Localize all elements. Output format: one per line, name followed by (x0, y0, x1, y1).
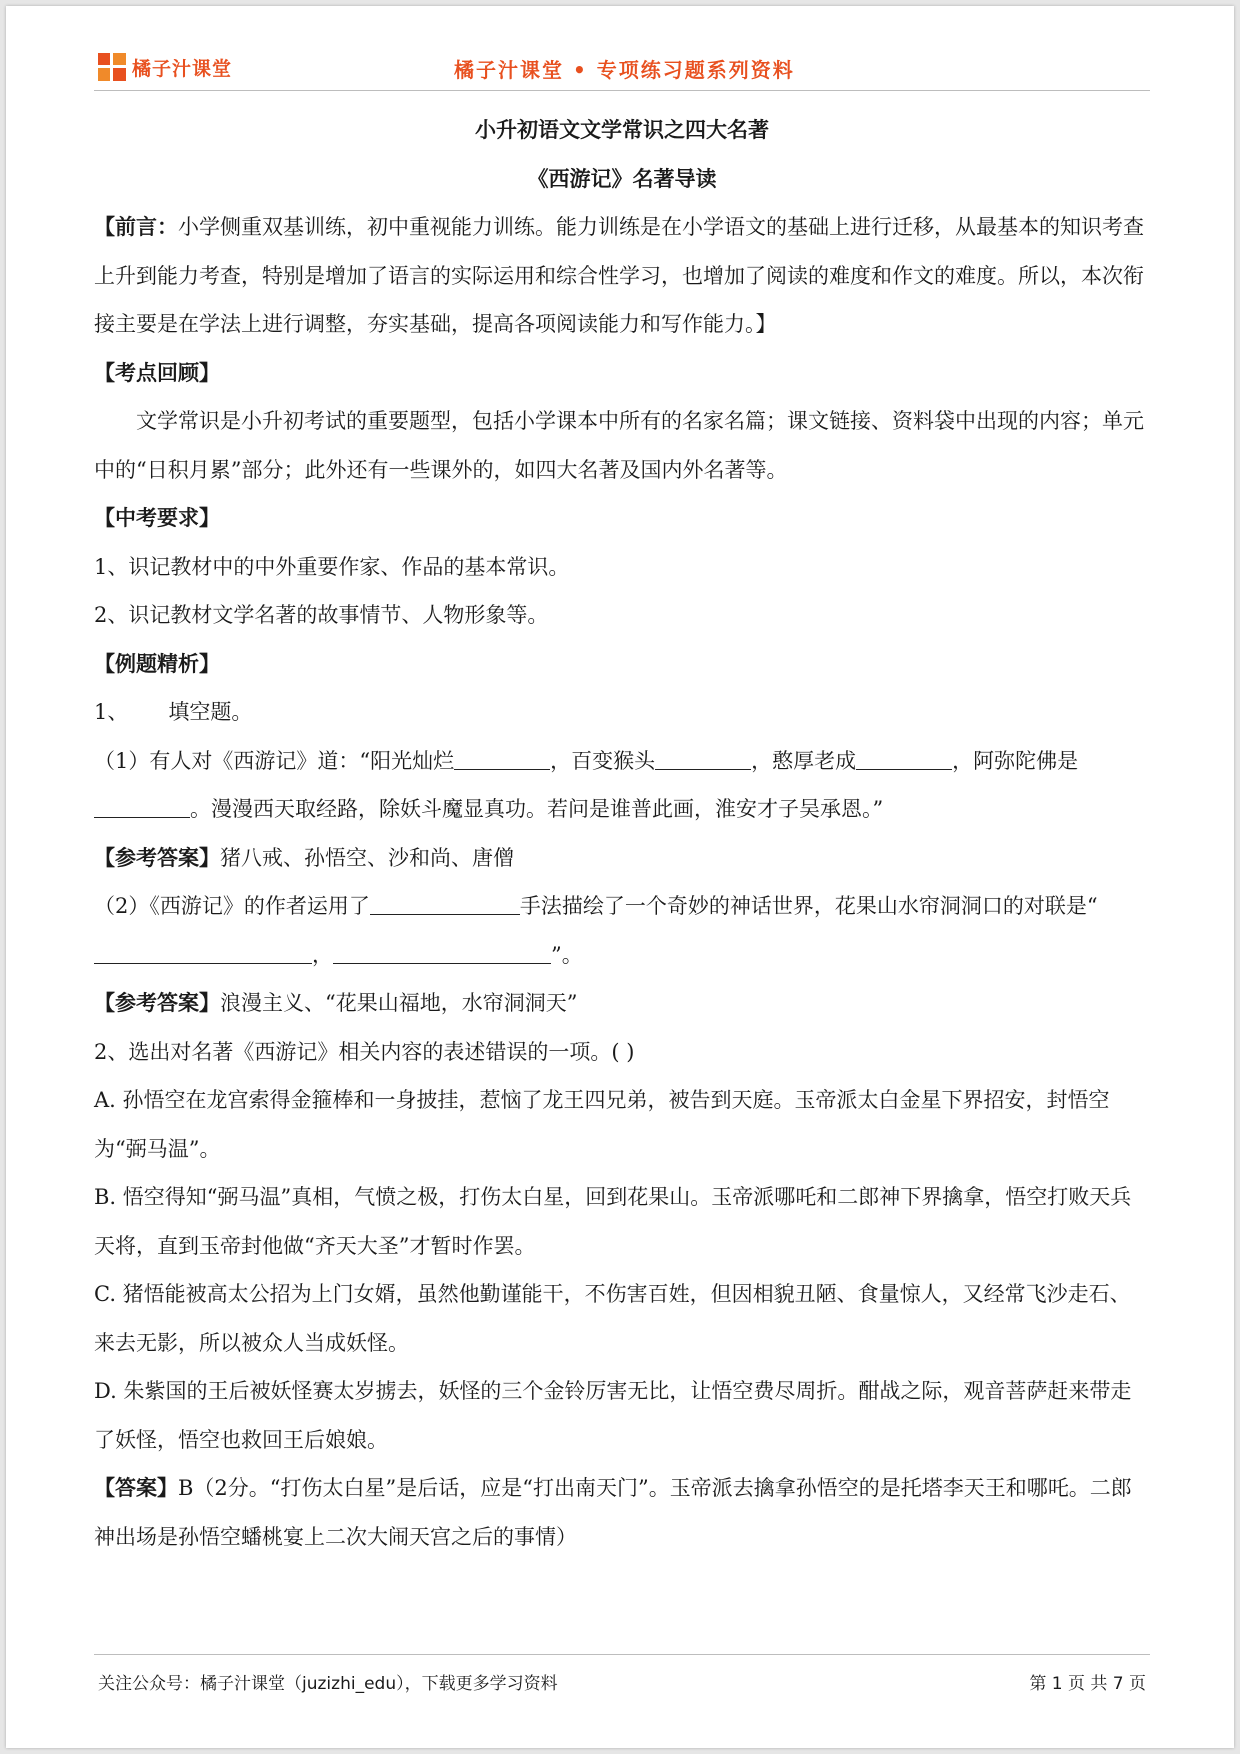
brand-logo (98, 50, 232, 84)
q1-2-lead: （2）《西游记》的作者运用了 (94, 894, 370, 918)
q1-1-seg: ，阿弥陀佛是 (952, 748, 1079, 773)
requirements-heading: 【中考要求】 (94, 505, 220, 530)
review-heading: 【考点回顾】 (94, 359, 220, 385)
question-1-number: 1、 (94, 700, 129, 724)
q1-1-seg: ，憨厚老成 (751, 748, 857, 773)
question-1-title: 填空题。 (168, 700, 253, 724)
answer-blank[interactable] (94, 939, 312, 964)
question-2: 2、选出对名著《西游记》相关内容的表述错误的一项。( ) (94, 1039, 635, 1064)
doc-subtitle: 《西游记》名著导读 (527, 165, 717, 191)
q1-2-seg: ”。 (551, 942, 583, 967)
option-d: D. 朱紫国的王后被妖怪赛太岁掳去，妖怪的三个金铃厉害无比，让悟空费尽周折。酣战之际，观音菩萨赶来带走了妖怪，悟空也救回王后娘娘。 (94, 1379, 1132, 1452)
review-text: 文学常识是小升初考试的重要题型，包括小学课本中所有的名家名篇；课文链接、资料袋中出现的内容；单元中的“日积月累”部分；此外还有一些课外的，如四大名著及国内外名著等。 (94, 409, 1144, 482)
answer-1-1 (94, 834, 1150, 883)
preface-label: 【前言： (94, 214, 178, 239)
q1-1-seg: ，百变猴头 (550, 748, 656, 773)
answer-text: 浪漫主义、“花果山福地，水帘洞洞天” (220, 991, 578, 1015)
footer-note: 关注公众号：橘子汁课堂（juzizhi_edu），下载更多学习资料 (98, 1674, 558, 1694)
logo-icon (98, 53, 126, 81)
answer-blank[interactable] (370, 890, 520, 915)
answer-1-2 (94, 979, 1150, 1028)
examples-heading: 【例题精析】 (94, 650, 220, 676)
document-page (6, 6, 1234, 1748)
q1-1-lead: （1）有人对《西游记》道：“阳光灿烂 (94, 748, 455, 773)
doc-title: 小升初语文文学常识之四大名著 (475, 117, 769, 142)
answer-blank[interactable] (655, 745, 751, 770)
option-a: A. 孙悟空在龙宫索得金箍棒和一身披挂，惹恼了龙王四兄弟，被告到天庭。玉帝派太白金星下界招安，封悟空为“弼马温”。 (94, 1088, 1110, 1161)
question-1-1 (94, 737, 1150, 834)
document-body (94, 106, 1150, 1561)
answer-text: 猪八戒、孙悟空、沙和尚、唐僧 (220, 845, 514, 870)
answer-label: 【答案】 (94, 1475, 178, 1500)
option-c: C. 猪悟能被高太公招为上门女婿，虽然他勤谨能干，不伤害百姓，但因相貌丑陋、食量惊人，又经常飞沙走石、来去无影，所以被众人当成妖怪。 (94, 1282, 1131, 1355)
answer-blank[interactable] (94, 793, 190, 818)
logo-text: 橘子汁课堂 (132, 57, 233, 80)
header-title: 橘子汁课堂 • 专项练习题系列资料 (454, 58, 795, 82)
q1-2-seg: ， (312, 942, 333, 967)
question-1-2 (94, 882, 1150, 979)
page-number: 第 1 页 共 7 页 (1029, 1674, 1146, 1694)
answer-2 (94, 1464, 1150, 1561)
answer-label: 【参考答案】 (94, 990, 220, 1015)
option-b: B. 悟空得知“弼马温”真相，气愤之极，打伤太白星，回到花果山。玉帝派哪吒和二郎神下界擒拿，悟空打败天兵天将，直到玉帝封他做“齐天大圣”才暂时作罢。 (94, 1185, 1132, 1258)
answer-label: 【参考答案】 (94, 844, 220, 870)
requirement-item: 1、识记教材中的中外重要作家、作品的基本常识。 (94, 554, 570, 579)
page-footer (94, 1654, 1150, 1695)
question-1 (94, 688, 1150, 737)
answer-text: B（2分。“打伤太白星”是后话，应是“打出南天门”。玉帝派去擒拿孙悟空的是托塔李天王和哪吒。二郎神出场是孙悟空蟠桃宴上二次大闹天宫之后的事情） (94, 1476, 1132, 1549)
preface (94, 203, 1150, 349)
answer-blank[interactable] (333, 939, 551, 964)
answer-blank[interactable] (454, 745, 550, 770)
q1-1-seg: 。漫漫西天取经路，除妖斗魔显真功。若问是谁普此画，淮安才子吴承恩。” (190, 797, 884, 821)
page-header (94, 46, 1150, 91)
requirement-item: 2、识记教材文学名著的故事情节、人物形象等。 (94, 603, 549, 627)
preface-text: 小学侧重双基训练，初中重视能力训练。能力训练是在小学语文的基础上进行迁移，从最基本的知识考查上升到能力考查，特别是增加了语言的实际运用和综合性学习，也增加了阅读的难度和作文的难度。所以，本次衔接主要是在学法上进行调整，夯实基础，提高各项阅读能力和写作能力。】 (94, 215, 1144, 336)
answer-blank[interactable] (856, 745, 952, 770)
q1-2-seg: 手法描绘了一个奇妙的神话世界，花果山水帘洞洞口的对联是“ (519, 894, 1098, 918)
